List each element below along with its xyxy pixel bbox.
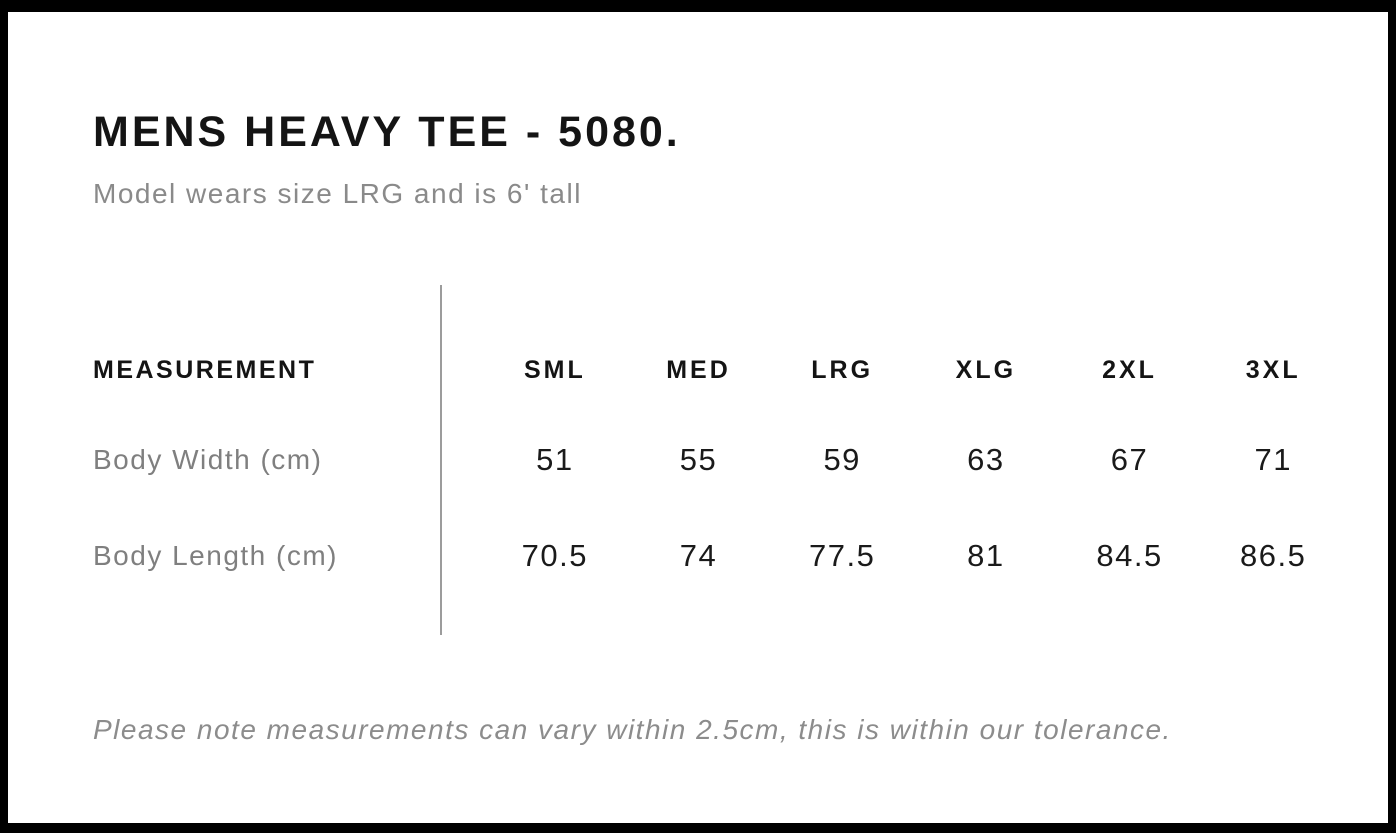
body-length-xlg: 81 bbox=[967, 538, 1005, 573]
body-length-cells bbox=[440, 539, 1345, 573]
model-size-note: Model wears size LRG and is 6' tall bbox=[93, 178, 582, 209]
body-width-row bbox=[93, 443, 1345, 477]
body-width-3xl: 71 bbox=[1254, 442, 1292, 477]
vertical-divider bbox=[440, 285, 442, 635]
tolerance-note: Please note measurements can vary within 2.5cm, this is within our tolerance. bbox=[93, 714, 1172, 745]
page-title: MENS HEAVY TEE - 5080. bbox=[93, 108, 681, 156]
body-length-lrg: 77.5 bbox=[809, 538, 876, 573]
body-length-sml: 70.5 bbox=[521, 538, 588, 573]
size-chart-table bbox=[93, 285, 1345, 635]
body-width-med: 55 bbox=[679, 442, 718, 477]
body-width-xlg: 63 bbox=[967, 442, 1005, 477]
body-length-row bbox=[93, 539, 1345, 573]
row-label-body-length: Body Length (cm) bbox=[93, 540, 338, 571]
body-width-lrg: 59 bbox=[823, 442, 861, 477]
size-column-header-3xl: 3XL bbox=[1245, 356, 1301, 384]
size-chart-header-row bbox=[93, 353, 1345, 387]
size-guide-content bbox=[8, 107, 1388, 747]
size-column-header-lrg: LRG bbox=[811, 356, 874, 384]
body-length-3xl: 86.5 bbox=[1240, 538, 1307, 573]
body-width-cells bbox=[440, 443, 1345, 477]
body-length-med: 74 bbox=[679, 538, 718, 573]
row-label-body-width: Body Width (cm) bbox=[93, 444, 323, 475]
size-column-header-med: MED bbox=[666, 356, 731, 384]
size-column-header-xlg: XLG bbox=[955, 356, 1017, 384]
body-length-2xl: 84.5 bbox=[1096, 538, 1163, 573]
size-header-cells bbox=[440, 353, 1345, 387]
body-width-2xl: 67 bbox=[1110, 442, 1149, 477]
size-column-header-sml: SML bbox=[523, 356, 586, 384]
size-column-header-2xl: 2XL bbox=[1102, 356, 1157, 384]
body-width-sml: 51 bbox=[536, 442, 574, 477]
measurement-column-header: MEASUREMENT bbox=[93, 356, 317, 384]
